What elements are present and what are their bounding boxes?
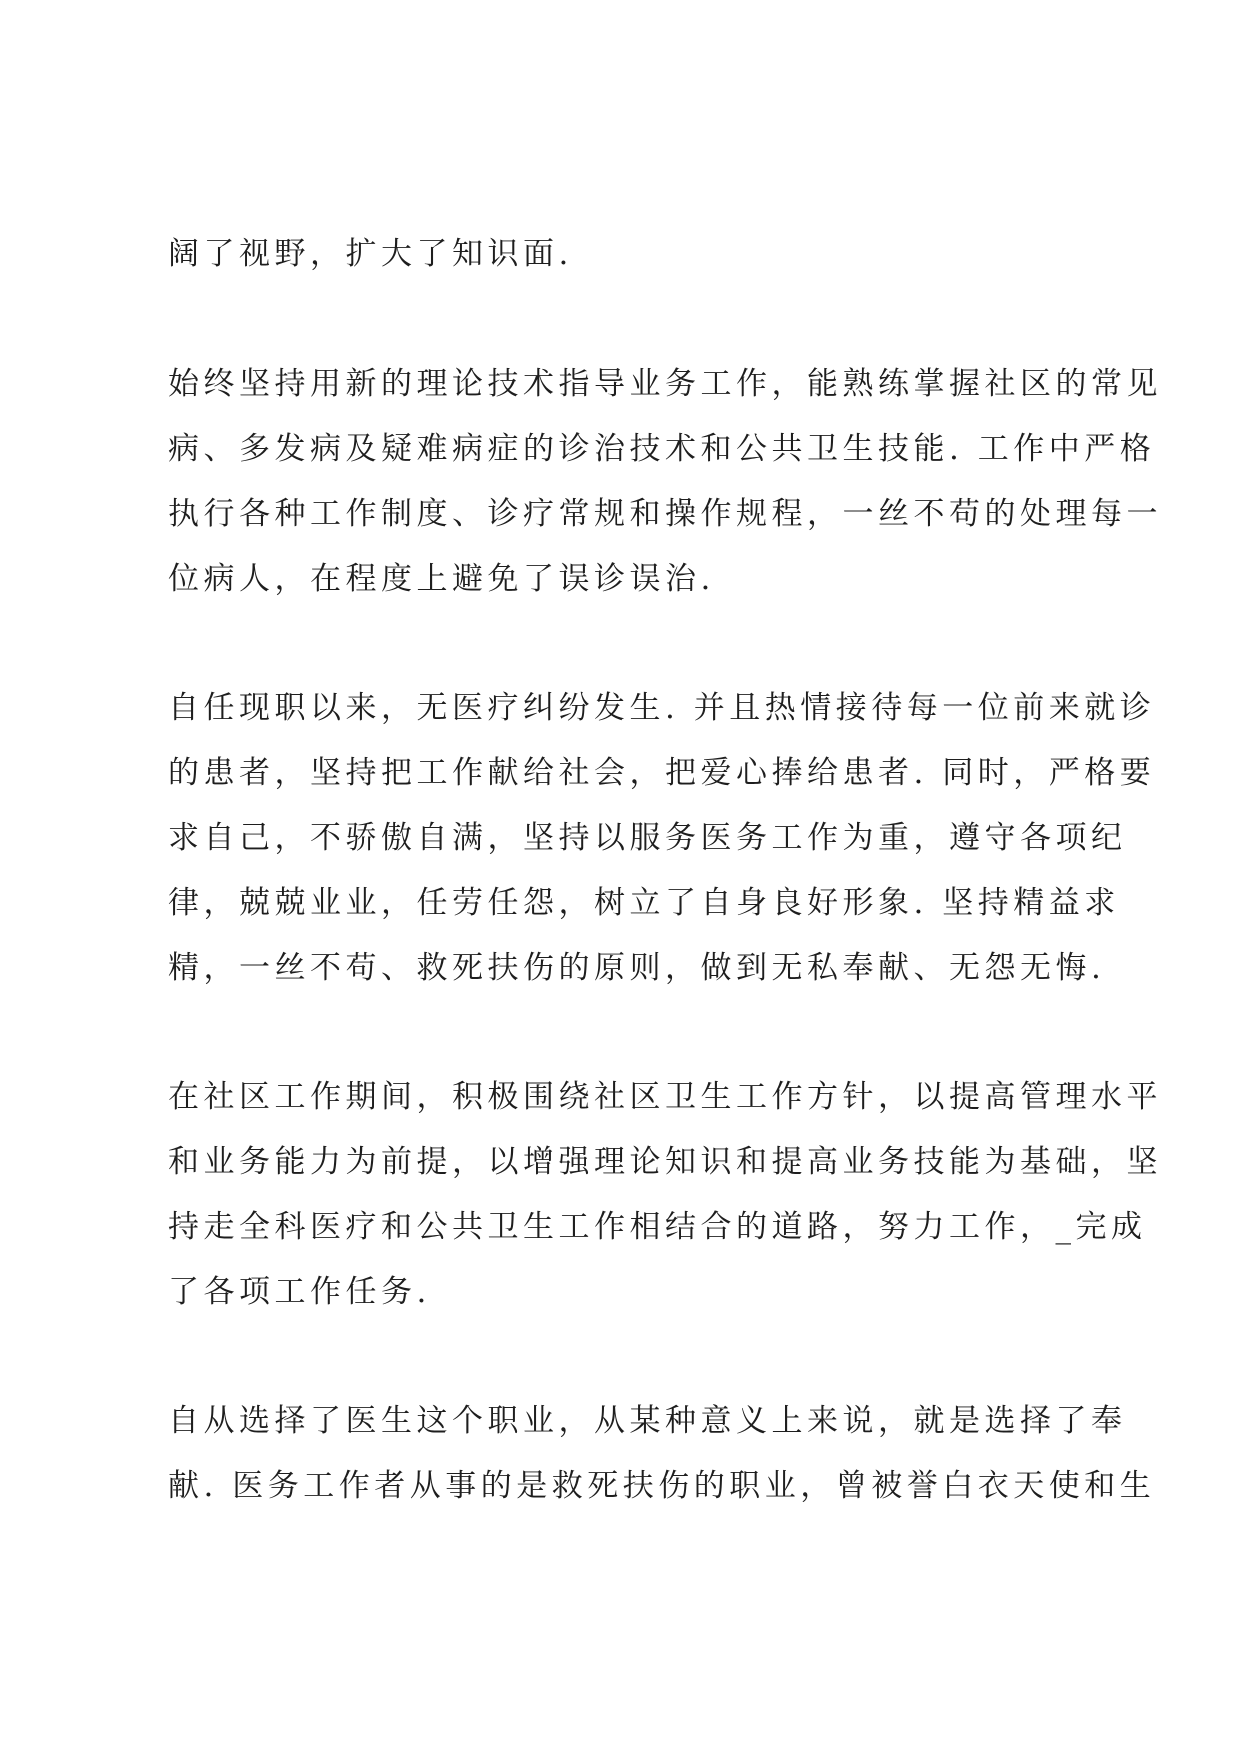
paragraph-3-line-2: 的患者，坚持把工作献给社会，把爱心捧给患者. 同时，严格要	[168, 755, 1156, 791]
paragraph-4-line-2: 和业务能力为前提，以增强理论知识和提高业务技能为基础，坚	[168, 1144, 1162, 1180]
paragraph-2-line-3: 执行各种工作制度、诊疗常规和操作规程，一丝不苟的处理每一	[168, 496, 1162, 532]
paragraph-4-line-3: 持走全科医疗和公共卫生工作相结合的道路，努力工作，_完成	[168, 1209, 1147, 1245]
paragraph-3-line-3: 求自己，不骄傲自满，坚持以服务医务工作为重，遵守各项纪	[168, 820, 1127, 856]
paragraph-1-line-1: 阔了视野，扩大了知识面.	[168, 236, 573, 272]
paragraph-3-line-5: 精，一丝不苟、救死扶伤的原则，做到无私奉献、无怨无悔.	[168, 950, 1106, 986]
paragraph-5-line-1: 自从选择了医生这个职业，从某种意义上来说，就是选择了奉	[168, 1403, 1127, 1439]
paragraph-3-line-4: 律，兢兢业业，任劳任怨，树立了自身良好形象. 坚持精益求	[168, 885, 1120, 921]
paragraph-3-line-1: 自任现职以来，无医疗纠纷发生. 并且热情接待每一位前来就诊	[168, 690, 1156, 726]
paragraph-4-line-4: 了各项工作任务.	[168, 1274, 431, 1310]
paragraph-5-line-2: 献. 医务工作者从事的是救死扶伤的职业，曾被誉白衣天使和生	[168, 1468, 1156, 1504]
paragraph-2-line-4: 位病人，在程度上避免了误诊误治.	[168, 561, 715, 597]
paragraph-2-line-2: 病、多发病及疑难病症的诊治技术和公共卫生技能. 工作中严格	[168, 431, 1156, 467]
paragraph-2-line-1: 始终坚持用新的理论技术指导业务工作，能熟练掌握社区的常见	[168, 366, 1162, 402]
paragraph-4-line-1: 在社区工作期间，积极围绕社区卫生工作方针，以提高管理水平	[168, 1079, 1162, 1115]
